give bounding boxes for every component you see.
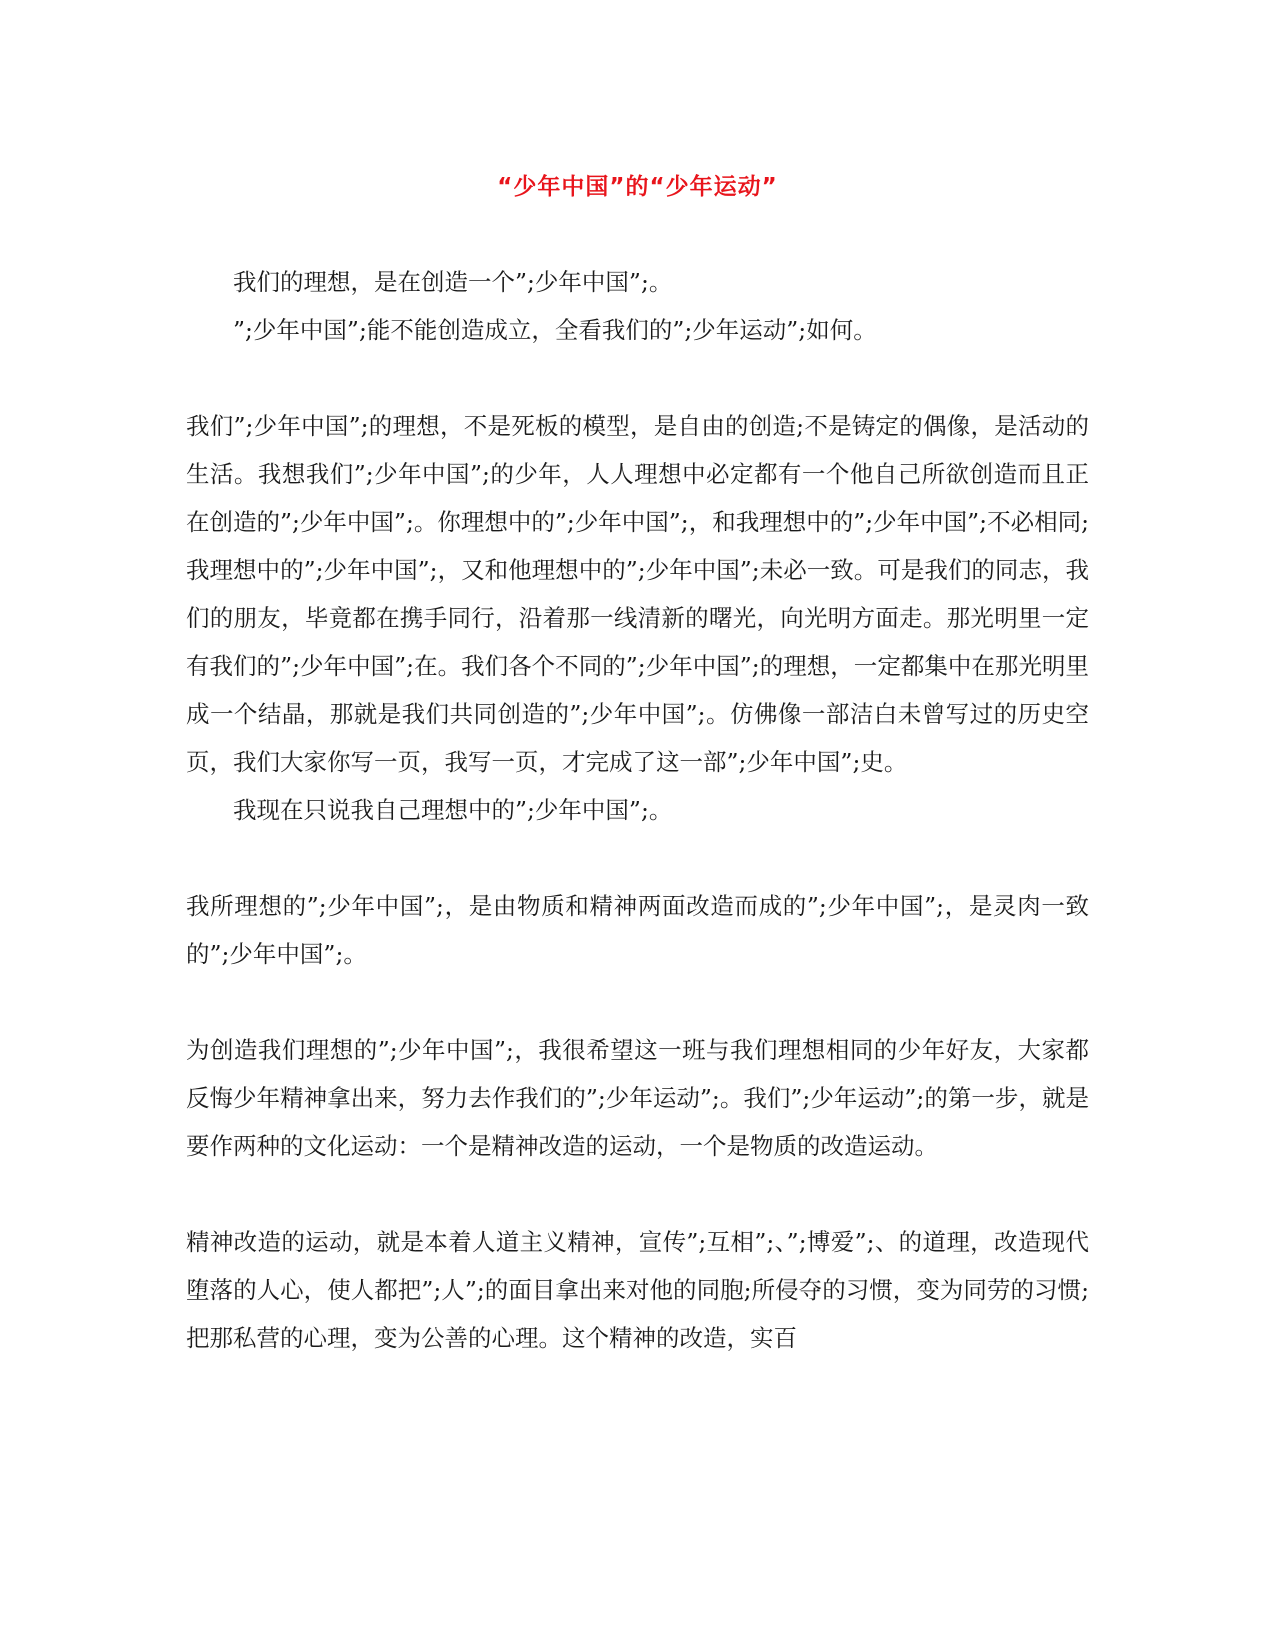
paragraph-7: 精神改造的运动，就是本着人道主义精神，宣传”;互相”;、”;博爱”;、的道理，改造现代堕落的人心，使人都把”;人”;的面目拿出来对他的同胞;所侵夺的习惯，变为同劳的习惯;把那私营的心理，变为公善的心理。这个精神的改造，实百 [186,1228,1089,1352]
paragraph-6: 为创造我们理想的”;少年中国”;，我很希望这一班与我们理想相同的少年好友，大家都反悔少年精神拿出来，努力去作我们的”;少年运动”;。我们”;少年运动”;的第一步，就是要作两种的文化运动：一个是精神改造的运动，一个是物质的改造运动。 [186,1036,1089,1160]
paragraph-1: 我们的理想，是在创造一个”;少年中国”;。 [233,268,673,296]
paragraph-2: ”;少年中国”;能不能创造成立，全看我们的”;少年运动”;如何。 [233,316,877,344]
document-title: “少年中国”的“少年运动” [497,174,778,200]
document-body [186,258,1089,1362]
paragraph-5: 我所理想的”;少年中国”;，是由物质和精神两面改造而成的”;少年中国”;，是灵肉一致的”;少年中国”;。 [186,892,1089,968]
paragraph-4: 我现在只说我自己理想中的”;少年中国”;。 [233,796,673,824]
paragraph-3: 我们”;少年中国”;的理想，不是死板的模型，是自由的创造;不是铸定的偶像，是活动的生活。我想我们”;少年中国”;的少年，人人理想中必定都有一个他自己所欲创造而且正在创造的”;少年中国”;。你理想中的”;少年中国”;，和我理想中的”;少年中国”;不必相同;我理想中的”;少年中国”;，又和他理想中的”;少年中国”;未必一致。可是我们的同志，我们的朋友，毕竟都在携手同行，沿着那一线清新的曙光，向光明方面走。那光明里一定有我们的”;少年中国”;在。我们各个不同的”;少年中国”;的理想，一定都集中在那光明里成一个结晶，那就是我们共同创造的”;少年中国”;。仿佛像一部洁白未曾写过的历史空页，我们大家你写一页，我写一页，才完成了这一部”;少年中国”;史。 [186,412,1090,776]
